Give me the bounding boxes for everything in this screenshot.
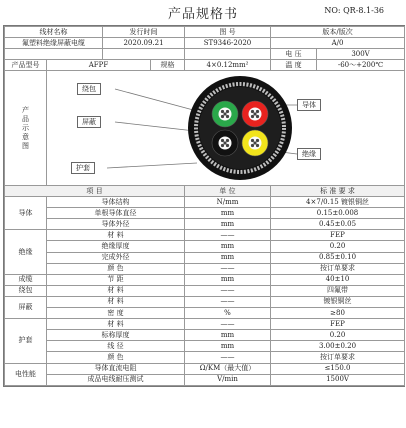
table-row [5,252,405,263]
diagram-side-text: 产品示意图 [22,105,29,150]
diagram-side-label [5,71,47,186]
callout-shield: 屏蔽 [77,116,101,128]
voltage-value: 300V [317,49,405,60]
table-row [5,374,405,385]
table-row [5,263,405,274]
table-header-item: 项 目 [5,186,185,197]
row-unit: —— [185,319,271,330]
table-row [5,319,405,330]
row-item: 颜 色 [47,352,185,363]
product-name: 氟塑料绝缘屏蔽电缆 [5,38,103,49]
spec-table [4,26,405,386]
row-item: 材 料 [47,296,185,307]
table-row [5,341,405,352]
table-row [5,208,405,219]
strand-icon [221,139,224,142]
empty-cell [185,49,271,60]
strand-icon [251,115,254,118]
row-item: 节 距 [47,274,185,285]
row-unit: —— [185,230,271,241]
callout-conductor: 导体 [297,99,321,111]
table-row [5,308,405,319]
table-row [5,330,405,341]
table-row [5,230,405,241]
row-unit: —— [185,352,271,363]
row-requirement: ≥80 [271,308,405,319]
spec-label: 规格 [151,60,185,71]
spec-value: 4×0.12mm² [185,60,271,71]
row-requirement: 按订单要求 [271,352,405,363]
row-group-label: 屏蔽 [5,296,47,318]
row-item: 导体直流电阻 [47,363,185,374]
row-group-label: 电性能 [5,363,47,385]
row-unit: —— [185,285,271,296]
row-unit: mm [185,252,271,263]
row-unit: mm [185,274,271,285]
table-row [5,285,405,296]
strand-icon [256,110,259,113]
drawing-number: ST9346-2020 [185,38,271,49]
row-unit: mm [185,208,271,219]
row-item: 标称厚度 [47,330,185,341]
row-requirement: 按订单要求 [271,263,405,274]
row-item: 导体外径 [47,219,185,230]
row-unit: % [185,308,271,319]
table-row [5,241,405,252]
row-group-label: 护套 [5,319,47,363]
callout-line-shield [115,122,195,131]
strand-icon [226,144,229,147]
row-item: 密 度 [47,308,185,319]
row-requirement: 1500V [271,374,405,385]
row-item: 单根导体直径 [47,208,185,219]
row-requirement: FEP [271,319,405,330]
spec-sheet [3,25,405,387]
row-unit: V/min [185,374,271,385]
header-date-label: 发行时间 [103,27,185,38]
row-requirement: 0.20 [271,330,405,341]
strand-icon [256,115,259,118]
row-group-label: 导体 [5,197,47,230]
row-unit: N/mm [185,197,271,208]
table-row [5,352,405,363]
strand-icon [226,115,229,118]
row-requirement: 0.20 [271,241,405,252]
row-item: 颜 色 [47,263,185,274]
table-row [5,274,405,285]
version: A/0 [271,38,405,49]
table-row [5,197,405,208]
inner-wrap [199,87,281,169]
temperature-label: 温 度 [271,60,317,71]
row-requirement: 四氟带 [271,285,405,296]
table-header-requirement: 标 准 要 求 [271,186,405,197]
strand-icon [253,112,256,115]
row-requirement: 0.45±0.05 [271,219,405,230]
table-row [5,363,405,374]
callout-wrap: 绕包 [77,83,101,95]
row-unit: mm [185,219,271,230]
strand-icon [221,144,224,147]
empty-cell [103,49,185,60]
row-unit: —— [185,296,271,307]
row-unit: mm [185,330,271,341]
table-row [5,219,405,230]
row-requirement: 0.15±0.008 [271,208,405,219]
row-item: 成品电线耐压测试 [47,374,185,385]
header-name-label: 线材名称 [5,27,103,38]
row-unit: —— [185,263,271,274]
row-requirement: 0.85±0.10 [271,252,405,263]
table-row [5,296,405,307]
row-unit: Ω/KM（最大值） [185,363,271,374]
row-item: 材 料 [47,285,185,296]
strand-icon [251,144,254,147]
row-requirement: 3.00±0.20 [271,341,405,352]
row-group-label: 绝缘 [5,230,47,274]
voltage-label: 电 压 [271,49,317,60]
strand-icon [251,110,254,113]
strand-icon [256,144,259,147]
strand-icon [223,112,226,115]
strand-icon [221,115,224,118]
row-unit: mm [185,241,271,252]
row-group-label: 成缆 [5,274,47,285]
strand-icon [223,141,226,144]
issue-date: 2020.09.21 [103,38,185,49]
row-group-label: 绕包 [5,285,47,296]
document-title: 产品规格书 [167,7,238,22]
header-version-label: 版本/版次 [271,27,405,38]
model-value: AFPF [47,60,151,71]
table-header-unit: 单 位 [185,186,271,197]
row-item: 绝缘厚度 [47,241,185,252]
row-requirement: ≤150.0 [271,363,405,374]
row-requirement: 4×7/0.15 镀银铜丝 [271,197,405,208]
temperature-value: -60～+200℃ [317,60,405,71]
row-item: 材 料 [47,230,185,241]
row-requirement: FEP [271,230,405,241]
row-requirement: 镀银铜丝 [271,296,405,307]
strand-icon [226,110,229,113]
strand-icon [251,139,254,142]
header-drawing-label: 图 号 [185,27,271,38]
model-label: 产品型号 [5,60,47,71]
strand-icon [226,139,229,142]
callout-line-wrap [115,89,197,111]
document-number: NO: QR-8.1-36 [324,6,384,15]
row-unit: mm [185,341,271,352]
row-requirement: 40±10 [271,274,405,285]
row-item: 导体结构 [47,197,185,208]
callout-jacket: 护套 [71,162,95,174]
row-item: 材 料 [47,319,185,330]
empty-cell [5,49,103,60]
strand-icon [253,141,256,144]
diagram-area [47,71,405,186]
row-item: 线 径 [47,341,185,352]
callout-line-jacket [107,163,197,168]
strand-icon [221,110,224,113]
callout-insulation: 绝缘 [297,148,321,160]
row-item: 完成外径 [47,252,185,263]
strand-icon [256,139,259,142]
